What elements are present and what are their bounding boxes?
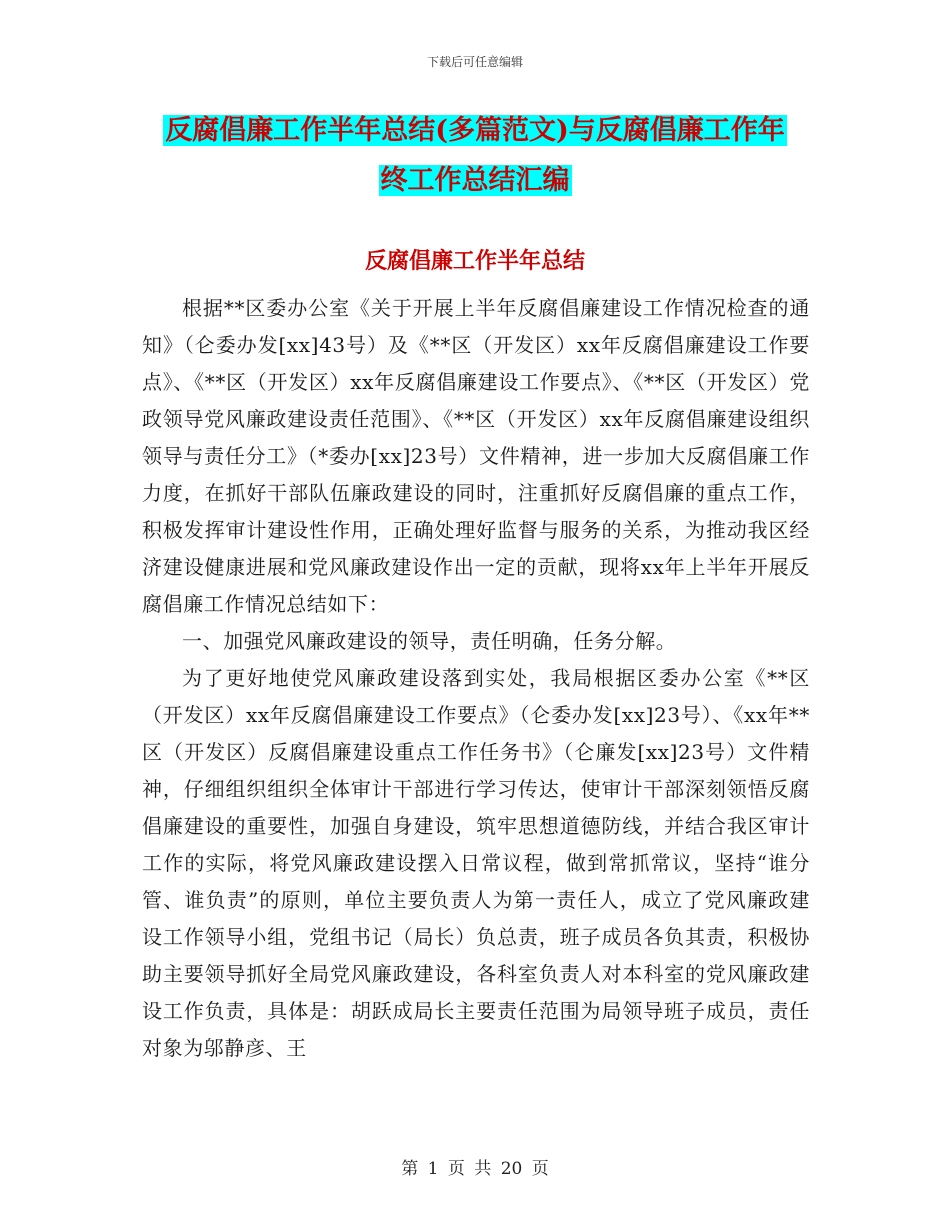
document-title [0, 106, 950, 206]
section-title: 反腐倡廉工作半年总结 [364, 248, 585, 274]
document-title-line-2 [0, 156, 950, 206]
paragraph-heading-one: 一、加强党风廉政建设的领导，责任明确，任务分解。 [182, 629, 677, 653]
paragraph-details: 为了更好地使党风廉政建设落到实处，我局根据区委办公室《**区（开发区）xx年反腐倡廉建设工作要点》（仑委办发[xx]23号）、《xx年**区（开发区）反腐倡廉建设重点工作任务书》（仑廉发[xx]23号）文件精神，仔细组织组织全体审计干部进行学习传达，使审计干部深刻领悟反腐倡廉建设的重要性，加强自身建设，筑牢思想道德防线，并结合我区审计工作的实际，将党风廉政建设摆入日常议程，做到常抓常议，坚持“谁分管、谁负责”的原则，单位主要负责人为第一责任人，成立了党风廉政建设工作领导小组，党组书记（局长）负总责，班子成员各负其责，积极协助主要领导抓好全局党风廉政建设，各科室负责人对本科室的党风廉政建设工作负责，具体是：胡跃成局长主要责任范围为局领导班子成员，责任对象为邬静彦、王 [142, 666, 810, 1060]
paragraph-intro: 根据**区委办公室《关于开展上半年反腐倡廉建设工作情况检查的通知》（仑委办发[xx]43号）及《**区（开发区）xx年反腐倡廉建设工作要点》、《**区（开发区）xx年反腐倡廉建设工作要点》、《**区（开发区）党政领导党风廉政建设责任范围》、《**区（开发区）xx年反腐倡廉建设组织领导与责任分工》（*委办[xx]23号）文件精神，进一步加大反腐倡廉工作力度，在抓好干部队伍廉政建设的同时，注重抓好反腐倡廉的重点工作，积极发挥审计建设性作用，正确处理好监督与服务的关系，为推动我区经济建设健康进展和党风廉政建设作出一定的贡献，现将xx年上半年开展反腐倡廉工作情况总结如下： [142, 296, 810, 616]
title-highlight-2: 终工作总结汇编 [380, 165, 570, 196]
page-number: 第 1 页 共 20 页 [401, 1159, 549, 1179]
document-title-line-1 [0, 106, 950, 156]
title-highlight-1: 反腐倡廉工作半年总结(多篇范文)与反腐倡廉工作年 [165, 115, 785, 146]
header-note: 下载后可任意编辑 [426, 55, 523, 69]
document-body [142, 290, 810, 1067]
